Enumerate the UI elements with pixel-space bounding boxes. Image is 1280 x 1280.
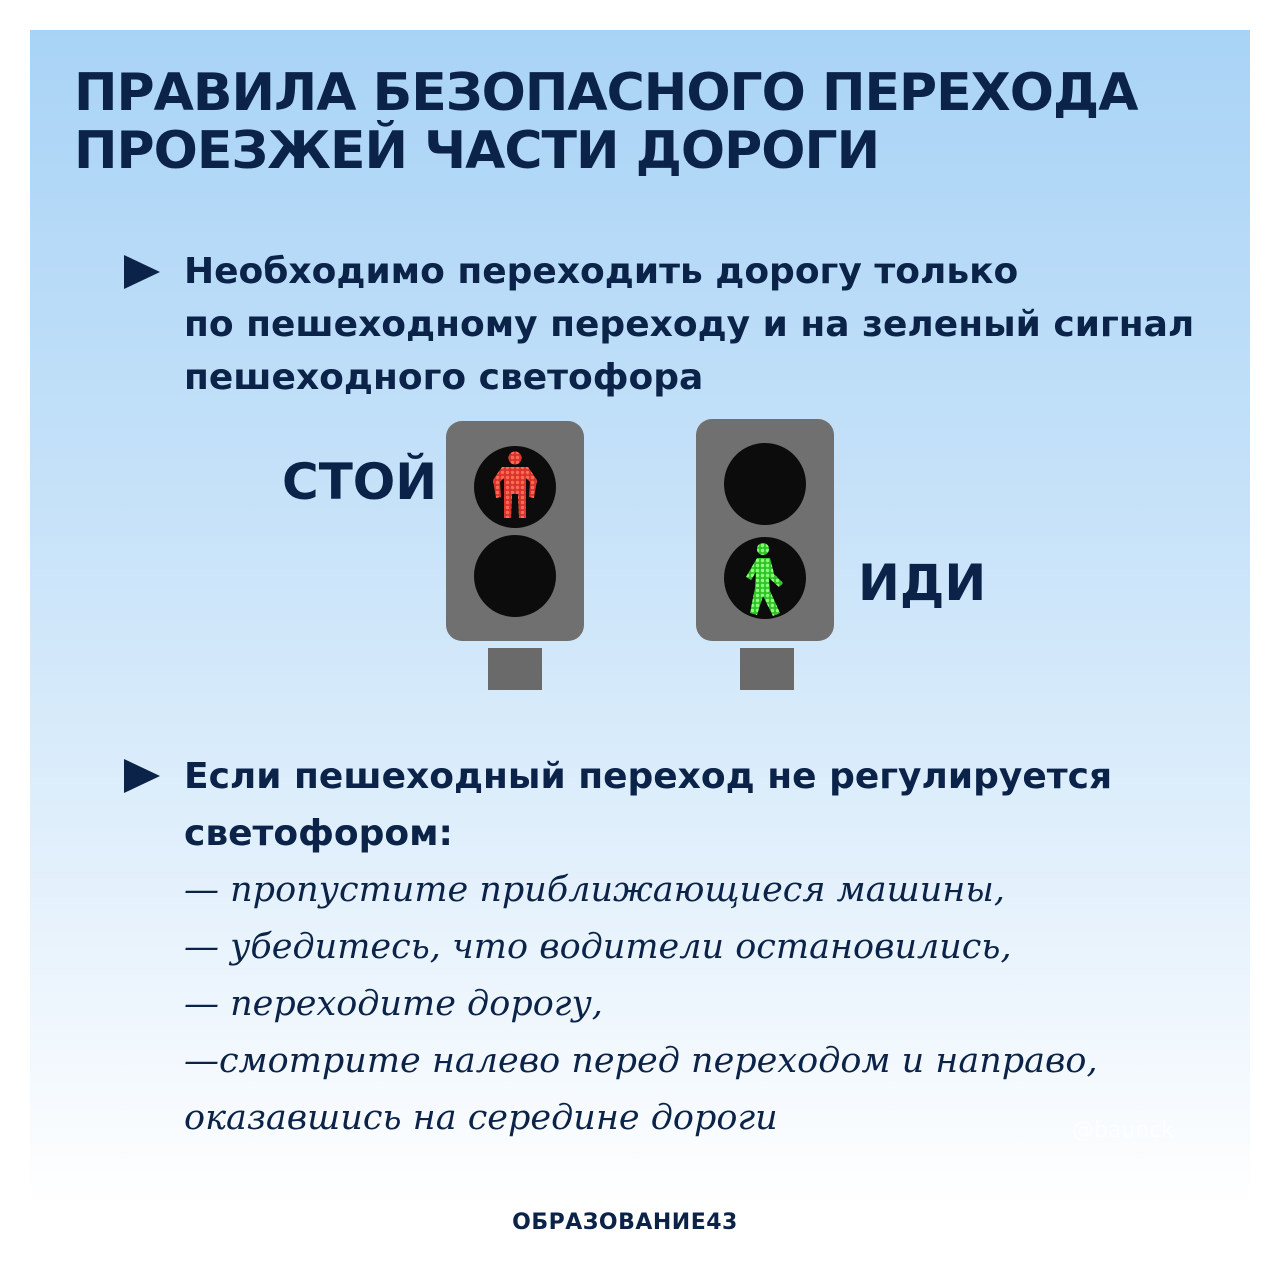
rule-2-step: — убедитесь, что водители остановились,	[184, 927, 1012, 967]
rule-2-step: —смотрите налево перед переходом и направо,	[184, 1041, 1098, 1081]
rule-2-text	[184, 748, 1224, 1147]
rule-1-line: Необходимо переходить дорогу только	[184, 251, 1019, 292]
rule-1-line: по пешеходному переходу и на зеленый сигнал	[184, 304, 1195, 345]
stop-label: СТОЙ	[282, 453, 438, 511]
title-line-1: ПРАВИЛА БЕЗОПАСНОГО ПЕРЕХОДА	[74, 63, 1138, 123]
stop-traffic-light-icon	[445, 420, 585, 692]
title-line-2: ПРОЕЗЖЕЙ ЧАСТИ ДОРОГИ	[74, 121, 880, 181]
rule-2-line: Если пешеходный переход не регулируется	[184, 756, 1113, 797]
triangle-bullet-icon	[122, 252, 162, 292]
rule-2-step: оказавшись на середине дороги	[184, 1098, 778, 1138]
go-traffic-light-icon	[695, 418, 835, 692]
watermark: @baunck	[1072, 1118, 1175, 1143]
rule-2-line: светофором:	[184, 813, 453, 854]
rule-1-text	[184, 245, 1224, 404]
go-label: ИДИ	[858, 554, 987, 612]
triangle-bullet-icon	[122, 756, 162, 796]
rule-1-line: пешеходного светофора	[184, 357, 704, 398]
page-title	[74, 64, 1224, 180]
rule-2-step: — пропустите приближающиеся машины,	[184, 870, 1005, 910]
footer-brand: ОБРАЗОВАНИЕ43	[512, 1210, 738, 1235]
rule-2-step: — переходите дорогу,	[184, 984, 603, 1024]
